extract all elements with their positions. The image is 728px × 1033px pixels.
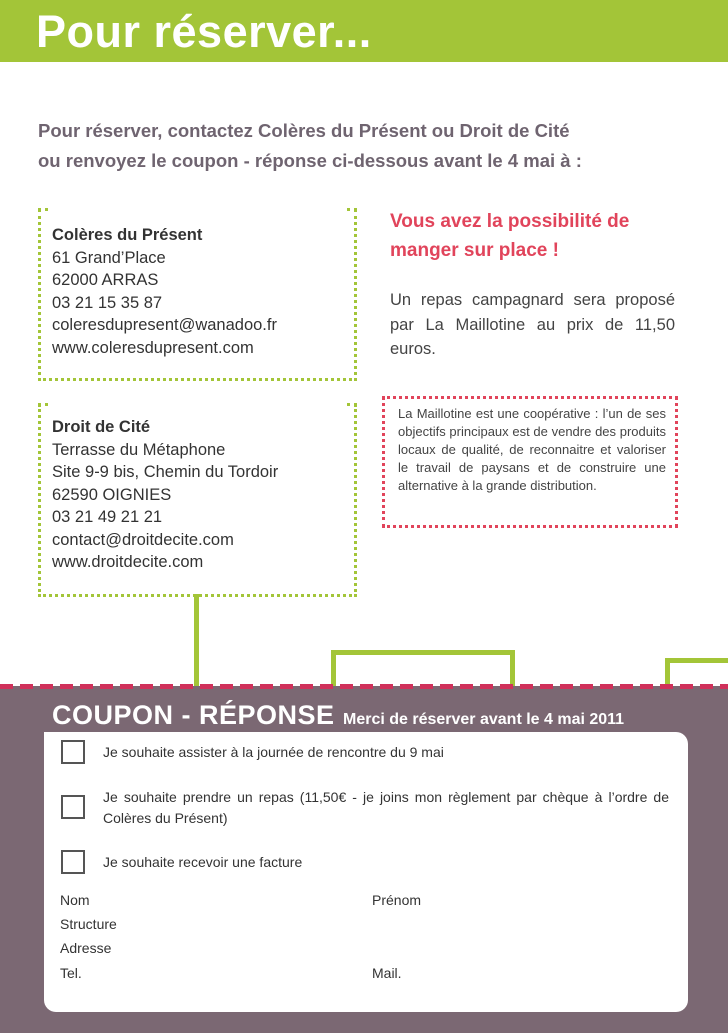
field-tel[interactable]: Tel. bbox=[60, 965, 82, 981]
deco-line bbox=[331, 650, 336, 686]
contact-coleres bbox=[52, 224, 277, 359]
deco-line bbox=[665, 658, 670, 686]
cut-line bbox=[0, 684, 728, 689]
box-corner-right bbox=[347, 208, 357, 211]
field-adresse[interactable]: Adresse bbox=[60, 940, 112, 956]
checkbox-invoice[interactable] bbox=[61, 850, 85, 874]
coupon-form bbox=[44, 732, 688, 1012]
field-mail[interactable]: Mail. bbox=[372, 965, 402, 981]
contact-droit-de-cite bbox=[52, 416, 278, 574]
option-invoice: Je souhaite recevoir une facture bbox=[103, 854, 303, 870]
contact-line: Terrasse du Métaphone bbox=[52, 440, 226, 459]
contact-line: 62590 OIGNIES bbox=[52, 485, 172, 504]
contact-phone: 03 21 15 35 87 bbox=[52, 293, 163, 312]
box-corner-left bbox=[38, 403, 48, 406]
contact-website[interactable]: www.droitdecite.com bbox=[52, 553, 204, 571]
meal-heading-line-2: manger sur place ! bbox=[390, 240, 559, 261]
coupon-heading: COUPON - RÉPONSE bbox=[52, 700, 335, 730]
coupon-deadline: Merci de réserver avant le 4 mai 2011 bbox=[343, 711, 625, 728]
intro-line-1: Pour réserver, contactez Colères du Présent ou Droit de Cité bbox=[38, 120, 570, 141]
contact-line: 62000 ARRAS bbox=[52, 271, 159, 289]
contact-line: Site 9-9 bis, Chemin du Tordoir bbox=[52, 463, 279, 481]
coupon-title bbox=[52, 700, 624, 731]
box-corner-right bbox=[347, 403, 357, 406]
checkbox-meal[interactable] bbox=[61, 795, 85, 819]
meal-heading bbox=[390, 207, 680, 265]
deco-line bbox=[331, 650, 515, 655]
intro-line-2: ou renvoyez le coupon - réponse ci-dessous avant le 4 mai à : bbox=[38, 150, 582, 171]
contact-phone: 03 21 49 21 21 bbox=[52, 508, 163, 526]
contact-website[interactable]: www.coleresdupresent.com bbox=[52, 338, 254, 357]
intro-text bbox=[38, 116, 688, 176]
option-attend: Je souhaite assister à la journée de rencontre du 9 mai bbox=[103, 744, 444, 760]
page-title: Pour réserver... bbox=[36, 6, 372, 57]
contact-email[interactable]: contact@droitdecite.com bbox=[52, 530, 234, 549]
meal-heading-line-1: Vous avez la possibilité de bbox=[390, 211, 630, 232]
deco-line bbox=[194, 594, 199, 686]
coop-text: La Maillotine est une coopérative : l’un de ses objectifs principaux est de vendre des produits locaux de qualité, de reconnaitre et valoriser le travail de paysans et de construire une alternative à la grande distribution. bbox=[398, 406, 666, 493]
field-prenom[interactable]: Prénom bbox=[372, 892, 422, 908]
field-nom[interactable]: Nom bbox=[60, 892, 90, 908]
box-corner-left bbox=[38, 208, 48, 211]
contact-email[interactable]: coleresdupresent@wanadoo.fr bbox=[52, 316, 277, 334]
meal-text: Un repas campagnard sera proposé par La Maillotine au prix de 11,50 euros. bbox=[390, 291, 675, 358]
option-meal: Je souhaite prendre un repas (11,50€ - je joins mon règlement par chèque à l’ordre de Colères du Présent) bbox=[103, 789, 669, 826]
checkbox-attend[interactable] bbox=[61, 740, 85, 764]
field-structure[interactable]: Structure bbox=[60, 916, 117, 932]
contact-name: Droit de Cité bbox=[52, 418, 151, 436]
deco-line bbox=[665, 658, 728, 663]
deco-line bbox=[510, 650, 515, 686]
title-bar bbox=[0, 0, 728, 62]
contact-line: 61 Grand’Place bbox=[52, 248, 166, 267]
contact-name: Colères du Présent bbox=[52, 226, 203, 244]
